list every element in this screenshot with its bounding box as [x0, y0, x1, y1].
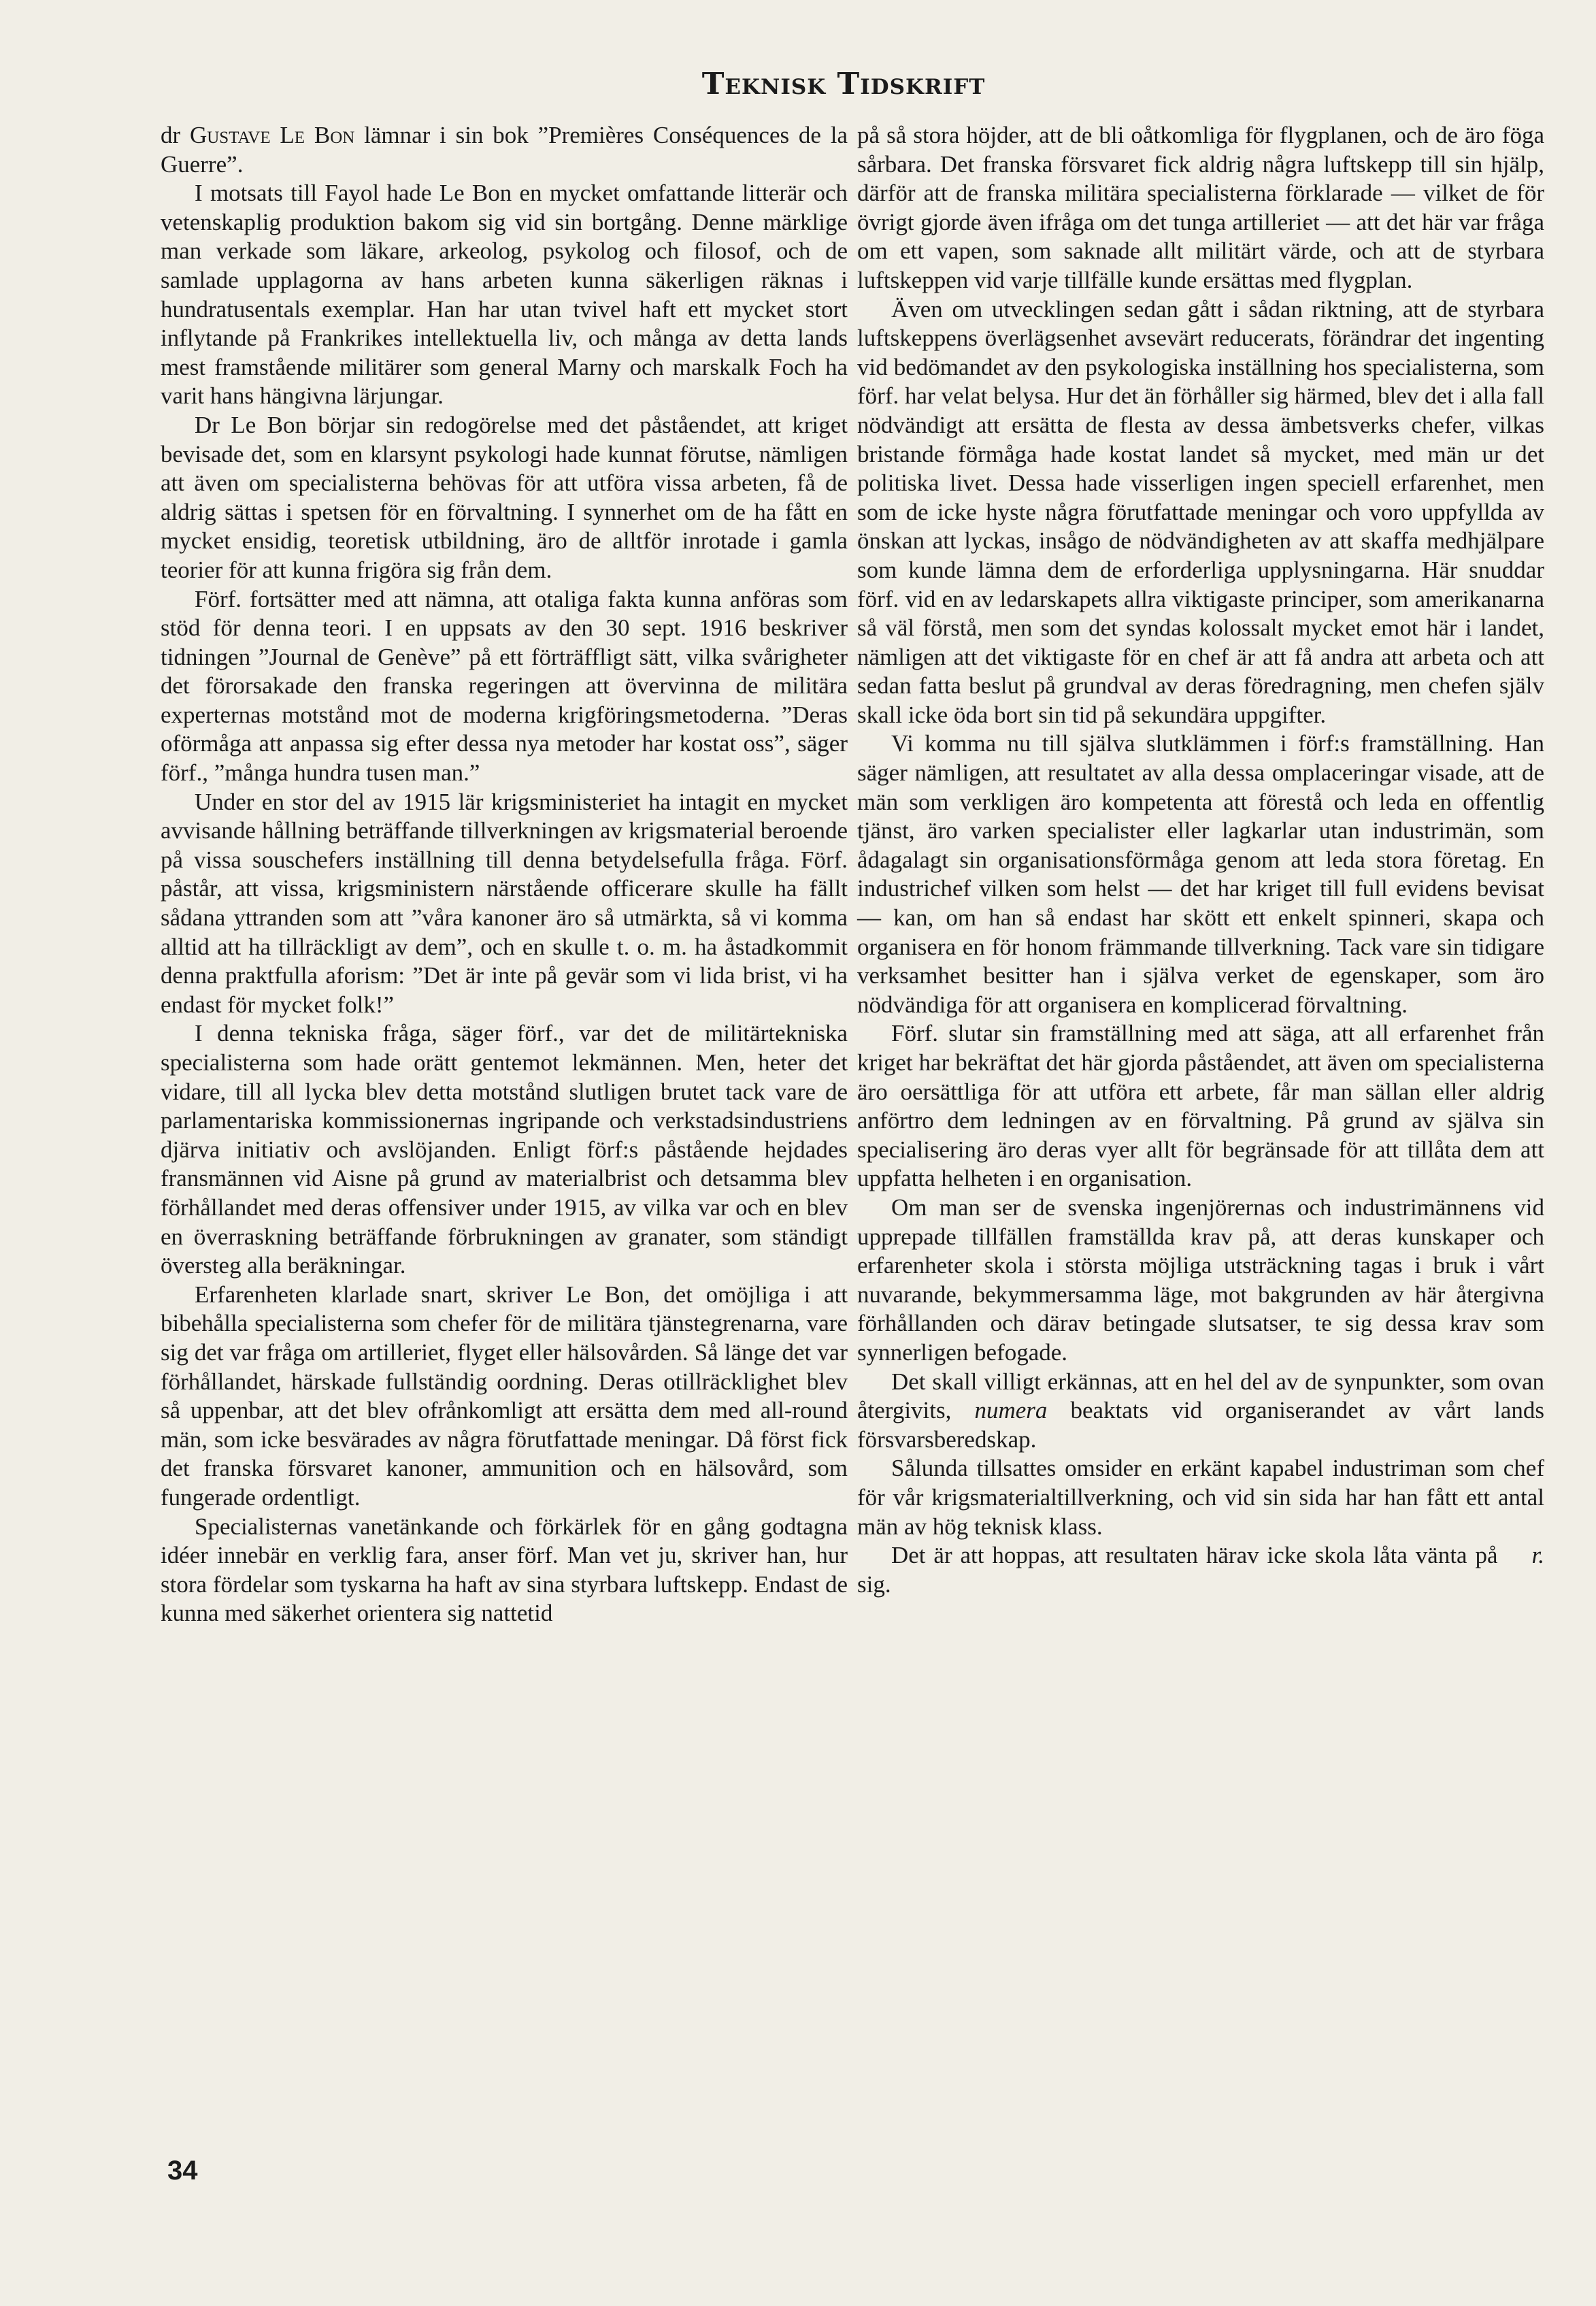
right-column [857, 121, 1544, 1599]
author-name: Gustave Le Bon [189, 122, 355, 148]
paragraph: Under en stor del av 1915 lär krigsministeriet ha intagit en mycket avvisande hållning beträffande tillverkningen av krigsmaterial beroende på vissa souschefers inställning till denna betydelsefulla fråga. Förf. påstår, att vissa, krigsministern närstående officerare skulle ha fällt sådana yttranden som att ”våra kanoner äro så utmärkta, så vi komma alltid att ha tillräckligt av dem”, och en skulle t. o. m. ha åstadkommit denna praktfulla aforism: ”Det är inte på gevär som vi lida brist, vi ha endast för mycket folk!” [161, 788, 848, 1018]
emphasis: numera [974, 1397, 1048, 1424]
paragraph: Förf. slutar sin framställning med att säga, att all erfarenhet från kriget har bekräftat det här gjorda påståendet, att även om specialisterna äro oersättliga för att utföra ett arbete, får man sällan eller aldrig anförtro dem ledningen av en förvaltning. På grund av själva sin specialisering äro deras vyer allt för begränsade för att tillåta dem att uppfatta helheten i en organisation. [857, 1020, 1544, 1192]
paragraph [857, 1368, 1544, 1455]
paragraph: Förf. fortsätter med att nämna, att otaliga fakta kunna anföras som stöd för denna teori. I en uppsats av den 30 sept. 1916 beskriver tidningen ”Journal de Genève” på ett förträffligt sätt, vilka svårigheter det förorsakade den franska regeringen att övervinna de militära experternas motstånd mot de moderna krigföringsmetoderna. ”Deras oförmåga att anpassa sig efter dessa nya metoder har kostat oss”, säger förf., ”många hundra tusen man.” [161, 585, 848, 787]
author-signature: r. [1531, 1542, 1544, 1569]
paragraph: I motsats till Fayol hade Le Bon en mycket omfattande litterär och vetenskaplig produktion bakom sig vid sin bortgång. Denne märklige man verkade som läkare, arkeolog, psykolog och filosof, och de samlade upplagorna av hans arbeten kunna säkerligen räknas i hundratusentals exemplar. Han har utan tvivel haft ett mycket stort inflytande på Frankrikes intellektuella liv, och många av detta lands mest framstående militärer som general Marny och marskalk Foch ha varit hans hängivna lärjungar. [161, 180, 848, 410]
closing-paragraph [857, 1541, 1544, 1599]
paragraph: Om man ser de svenska ingenjörernas och industrimännens vid upprepade tillfällen framställda krav på, att deras kunskaper och erfarenheter skola i största möjliga utsträckning tagas i bruk i vårt nuvarande, bekymmersamma läge, mot bakgrunden av här återgivna förhållanden och därav betingade slutsatser, te sig dessa krav som synnerligen befogade. [857, 1193, 1544, 1366]
paragraph-text: lämnar i sin bok ”Premières Conséquences de la Guerre”. [161, 122, 848, 178]
paragraph-text: beaktats vid organiserandet av vårt lands försvarsberedskap. [857, 1397, 1544, 1453]
paragraph: Vi komma nu till själva slutklämmen i förf:s framställning. Han säger nämligen, att resultatet av alla dessa omplaceringar visade, att de män som verkligen äro kompetenta att förestå och leda en offentlig tjänst, äro varken specialister eller lagkarlar utan industrimän, som ådagalagt sin organisationsförmåga genom att leda stora företag. En industrichef vilken som helst — det har kriget till full evidens bevisat — kan, om han så endast har skött ett enkelt spinneri, skapa och organisera en för honom främmande tillverkning. Tack vare sin tidigare verksamhet besitter han i själva verket de egenskaper, som äro nödvändiga för att organisera en komplicerad förvaltning. [857, 730, 1544, 1018]
journal-masthead: Teknisk Tidskrift [701, 67, 986, 101]
paragraph: Sålunda tillsattes omsider en erkänt kapabel industriman som chef för vår krigsmaterialtillverkning, och vid sin sida har han fått ett antal män av hög teknisk klass. [857, 1455, 1544, 1540]
paragraph: Även om utvecklingen sedan gått i sådan riktning, att de styrbara luftskeppens överlägsenhet avsevärt reducerats, förändrar det ingenting vid bedömandet av den psykologiska inställning hos specialisterna, som förf. har velat belysa. Hur det än förhåller sig härmed, blev det i alla fall nödvändigt att ersätta de flesta av dessa ämbetsverks chefer, vilkas bristande förmåga hade kostat landet så mycket, med män ur det politiska livet. Dessa hade visserligen ingen speciell erfarenhet, men som de icke hyste några förutfattade meningar och voro uppfyllda av önskan att lyckas, insågo de nödvändigheten av att skaffa medhjälpare som kunde lämna dem de erforderliga upplysningarna. Här snuddar förf. vid en av ledarskapets allra viktigaste principer, som amerikanarna så väl förstå, men som det syndas kolossalt mycket emot här i landet, nämligen att det viktigaste för en chef är att få andra att arbeta och att sedan fatta beslut på grundval av deras föredragning, men chefen själv skall icke öda bort sin tid på sekundära uppgifter. [857, 295, 1544, 728]
author-prefix: dr [161, 122, 190, 148]
paragraph: I denna tekniska fråga, säger förf., var det de militärtekniska specialisterna som hade orätt gentemot lekmännen. Men, heter det vidare, till all lycka blev detta motstånd slutligen brutet tack vare de parlamentariska kommissionernas ingripande och verkstadsindustriens djärva initiativ och avslöjanden. Enligt förf:s påstående hejdades fransmännen vid Aisne på grund av materialbrist och detsamma blev förhållandet med deras offensiver under 1915, av vilka var och en blev en överraskning beträffande förbrukningen av granater, som ständigt översteg alla beräkningar. [161, 1020, 848, 1279]
left-column [161, 121, 848, 1628]
paragraph: på så stora höjder, att de bli oåtkomliga för flygplanen, och de äro föga sårbara. Det franska försvaret fick aldrig några luftskepp till sin hjälp, därför att de franska militära specialisterna förklarade — vilket de för övrigt gjorde även ifråga om det tunga artilleriet — att det här var fråga om ett vapen, som saknade allt militärt värde, och att de styrbara luftskeppen vid varje tillfälle kunde ersättas med flygplan. [857, 122, 1544, 293]
paragraph: Specialisternas vanetänkande och förkärlek för en gång godtagna idéer innebär en verklig fara, anser förf. Man vet ju, skriver han, hur stora fördelar som tyskarna ha haft av sina styrbara luftskepp. Endast de kunna med säkerhet orientera sig nattetid [161, 1513, 848, 1627]
paragraph: Erfarenheten klarlade snart, skriver Le Bon, det omöjliga i att bibehålla specialisterna som chefer för de militära tjänstegrenarna, vare sig det var fråga om artilleriet, flyget eller hälsovården. Så länge det var förhållandet, härskade fullständig oordning. Deras otillräcklighet blev så uppenbar, att det blev ofrånkomligt att ersätta dem med all-round män, som icke besvärades av några förutfattade meningar. Då först fick det franska försvaret kanoner, ammunition och en hälsovård, som fungerade ordentligt. [161, 1281, 848, 1511]
paragraph: Dr Le Bon börjar sin redogörelse med det påståendet, att kriget bevisade det, som en klarsynt psykologi hade kunnat förutse, nämligen att även om specialisterna behövas för att utföra vissa arbeten, få de aldrig sättas i spetsen för en förvaltning. I synnerhet om de ha fått en mycket ensidig, teoretisk utbildning, äro de alltför inrotade i gamla teorier för att kunna frigöra sig från dem. [161, 411, 848, 583]
page-number: 34 [167, 2156, 198, 2186]
paragraph-text: Det är att hoppas, att resultaten härav icke skola låta vänta på sig. [857, 1542, 1498, 1598]
paragraph-text: Det skall villigt erkännas, att en hel del av de synpunkter, som ovan återgivits, [857, 1368, 1544, 1424]
paragraph [161, 121, 848, 179]
